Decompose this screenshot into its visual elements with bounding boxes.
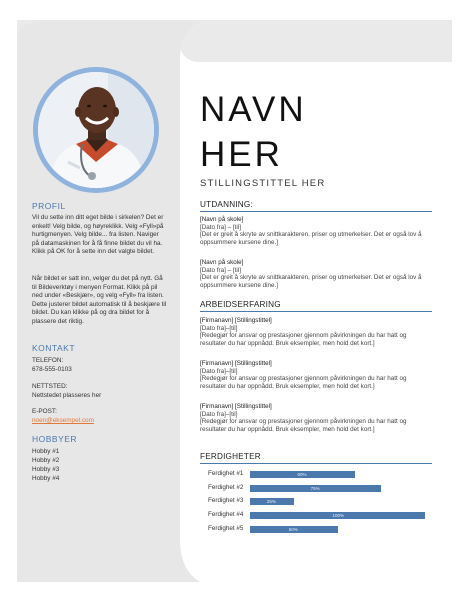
- profile-heading: PROFIL: [32, 201, 66, 211]
- skill-bar: [250, 526, 338, 533]
- profile-paragraph-1: Vil du sette inn ditt eget bilde i sirkelen? Det er enkelt! Velg bilde, og høyreklikk. Velg «Fyll»på hurtigmenyen. Velg bilde... fra listen. Naviger på datamaskinen for å få finne bildet du vil ha. Klikk på OK for å sette inn det valgte bildet.: [32, 214, 164, 256]
- name-line-2: HER: [200, 135, 283, 174]
- education-heading: UTDANNING:: [200, 200, 432, 212]
- experience-entry: [200, 317, 432, 347]
- profile-photo[interactable]: [38, 72, 154, 188]
- website-label: NETTSTED:: [32, 383, 68, 390]
- skill-label: Ferdighet #2: [208, 483, 244, 491]
- company-and-title: [Firmanavn] [Stillingstittel]: [200, 403, 272, 410]
- phone-value: 678-555-0103: [32, 366, 72, 373]
- experience-description: [Redegjør for ansvar og prestasjoner gjennom påvirkningen du har hatt og resultater du har oppnådd. Bruk eksempler, men hold det kort.]: [200, 332, 407, 347]
- job-title: STILLINGSTITTEL HER: [200, 178, 326, 189]
- skill-value-label: 75%: [310, 485, 320, 491]
- education-dates: [Dato fra] – [til]: [200, 223, 241, 231]
- skill-label: Ferdighet #3: [208, 497, 244, 505]
- contact-heading: KONTAKT: [32, 343, 76, 353]
- experience-entry: [200, 403, 432, 433]
- experience-dates: [Dato fra]–[til]: [200, 324, 238, 332]
- education-entry: [200, 216, 432, 246]
- doctor-portrait-image: [38, 72, 154, 188]
- education-dates: [Dato fra] – [til]: [200, 266, 241, 274]
- website-value: Nettstedet plasseres her: [32, 392, 102, 399]
- skill-label: Ferdighet #5: [208, 524, 244, 532]
- phone-label: TELEFON:: [32, 357, 64, 364]
- education-entry: [200, 259, 432, 289]
- education-description: [Det er greit å skryte av snittkarakteren, priser og utmerkelser. Det er også lov å oppsummere kursene dine.]: [200, 274, 422, 289]
- company-and-title: [Firmanavn] [Stillingstittel]: [200, 317, 272, 324]
- school-name: [Navn på skole]: [200, 216, 244, 223]
- hobbies-heading: HOBBYER: [32, 434, 78, 444]
- name-line-1: NAVN: [200, 90, 307, 129]
- experience-dates: [Dato fra]–[til]: [200, 410, 238, 418]
- skill-bar: [250, 512, 425, 519]
- hobby-item: Hobby #4: [32, 475, 60, 482]
- education-description: [Det er greit å skryte av snittkarakteren, priser og utmerkelser. Det er også lov å oppsummere kursene dine.]: [200, 231, 422, 246]
- experience-heading: ARBEIDSERFARING: [200, 300, 432, 312]
- experience-description: [Redegjør for ansvar og prestasjoner gjennom påvirkningen du har hatt og resultater du har oppnådd. Bruk eksempler, men hold det kort.]: [200, 418, 407, 433]
- skills-heading: FERDIGHETER: [200, 452, 432, 464]
- experience-description: [Redegjør for ansvar og prestasjoner gjennom påvirkningen du har hatt og resultater du har oppnådd. Bruk eksempler, men hold det kort.]: [200, 375, 407, 390]
- company-and-title: [Firmanavn] [Stillingstittel]: [200, 360, 272, 367]
- skill-bar: [250, 485, 381, 492]
- email-label: E-POST:: [32, 408, 57, 415]
- school-name: [Navn på skole]: [200, 259, 244, 266]
- profile-paragraph-2: Når bildet er satt inn, velger du det på nytt. Gå til Bildeverktøy i menyen Format. Klikk på pil ned under «Beskjær», og velg «Fyll» fra listen. Dette justerer bildet automatisk til å beskjære til bildet. Du kan klikke på og dra bildet for å plassere det riktig.: [32, 275, 167, 325]
- hobby-item: Hobby #3: [32, 466, 60, 473]
- experience-entry: [200, 360, 432, 390]
- skill-label: Ferdighet #4: [208, 511, 244, 519]
- skill-bar: [250, 471, 355, 478]
- email-link[interactable]: noen@eksempel.com: [32, 417, 94, 424]
- skill-label: Ferdighet #1: [208, 470, 244, 477]
- skill-value-label: 25%: [266, 499, 276, 505]
- skill-value-label: 100%: [332, 513, 345, 519]
- hobby-item: Hobby #2: [32, 457, 60, 464]
- hobby-item: Hobby #1: [32, 448, 60, 455]
- skill-bar: [250, 498, 294, 505]
- skill-value-label: 50%: [288, 526, 298, 532]
- skill-value-label: 60%: [297, 472, 307, 477]
- experience-dates: [Dato fra]–[til]: [200, 367, 238, 375]
